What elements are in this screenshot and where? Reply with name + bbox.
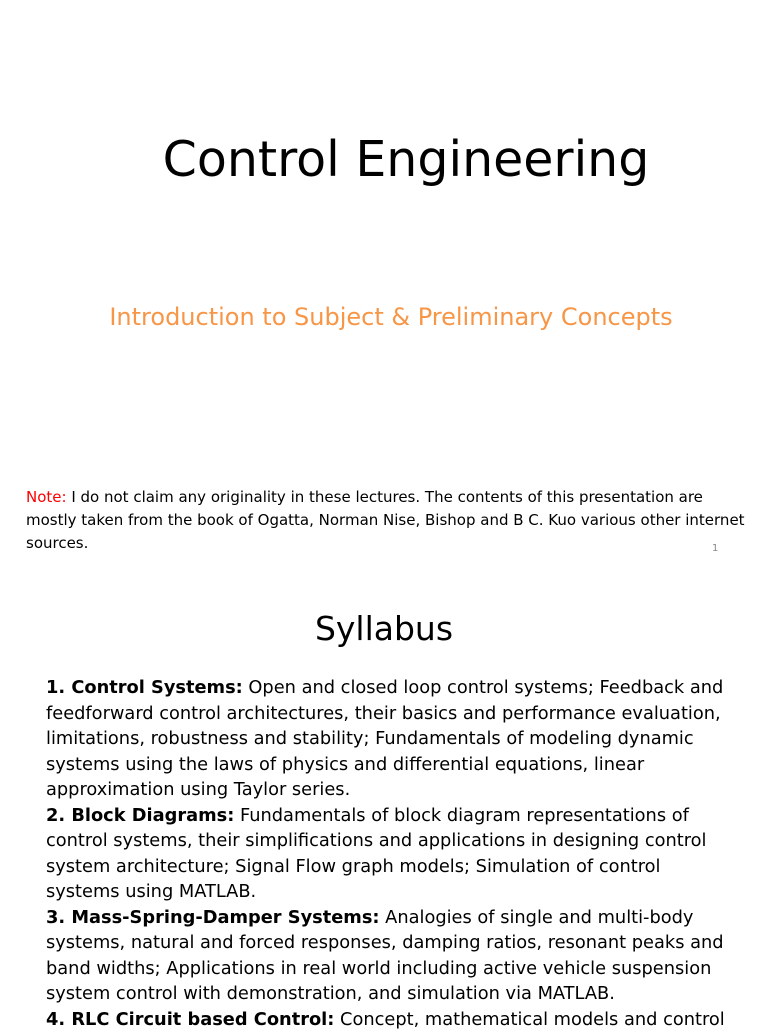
presentation-title: Control Engineering xyxy=(0,128,768,192)
syllabus-item-text: Concept, mathematical models and control xyxy=(334,1009,724,1030)
note-text: I do not claim any originality in these lectures. The contents of this presentation are mostly taken from the book of Ogatta, Norman Nise, Bishop and B C. Kuo various other internet sources. xyxy=(26,488,745,552)
syllabus-item-heading: 1. Control Systems: xyxy=(46,677,243,698)
syllabus-item xyxy=(46,675,736,803)
syllabus-item-text: Analogies of single and multi-body systems, natural and forced responses, damping ratios, resonant peaks and band widths; Applications in real world including active vehicle suspension system control with demonstration, and simulation via MATLAB. xyxy=(46,907,724,1005)
syllabus-item-text: Fundamentals of block diagram representations of control systems, their simplifications and applications in designing control system architecture; Signal Flow graph models; Simulation of control systems using MATLAB. xyxy=(46,805,707,903)
disclaimer-note xyxy=(26,486,758,555)
syllabus-item xyxy=(46,803,736,905)
presentation-subtitle: Introduction to Subject & Preliminary Concepts xyxy=(0,300,768,334)
syllabus-item-heading: 4. RLC Circuit based Control: xyxy=(46,1009,334,1030)
syllabus-list xyxy=(46,675,736,1032)
syllabus-item-text: Open and closed loop control systems; Feedback and feedforward control architectures, their basics and performance evaluation, limitations, robustness and stability; Fundamentals of modeling dynamic systems using the laws of physics and differential equations, linear approximation using Taylor series. xyxy=(46,677,723,800)
syllabus-item xyxy=(46,1007,736,1032)
slide-page-number: 1 xyxy=(712,543,718,555)
syllabus-item xyxy=(46,905,736,1007)
note-label: Note: xyxy=(26,488,67,506)
syllabus-item-heading: 3. Mass-Spring-Damper Systems: xyxy=(46,907,380,928)
syllabus-title: Syllabus xyxy=(0,608,768,650)
syllabus-item-heading: 2. Block Diagrams: xyxy=(46,805,234,826)
syllabus-slide xyxy=(0,576,768,1024)
